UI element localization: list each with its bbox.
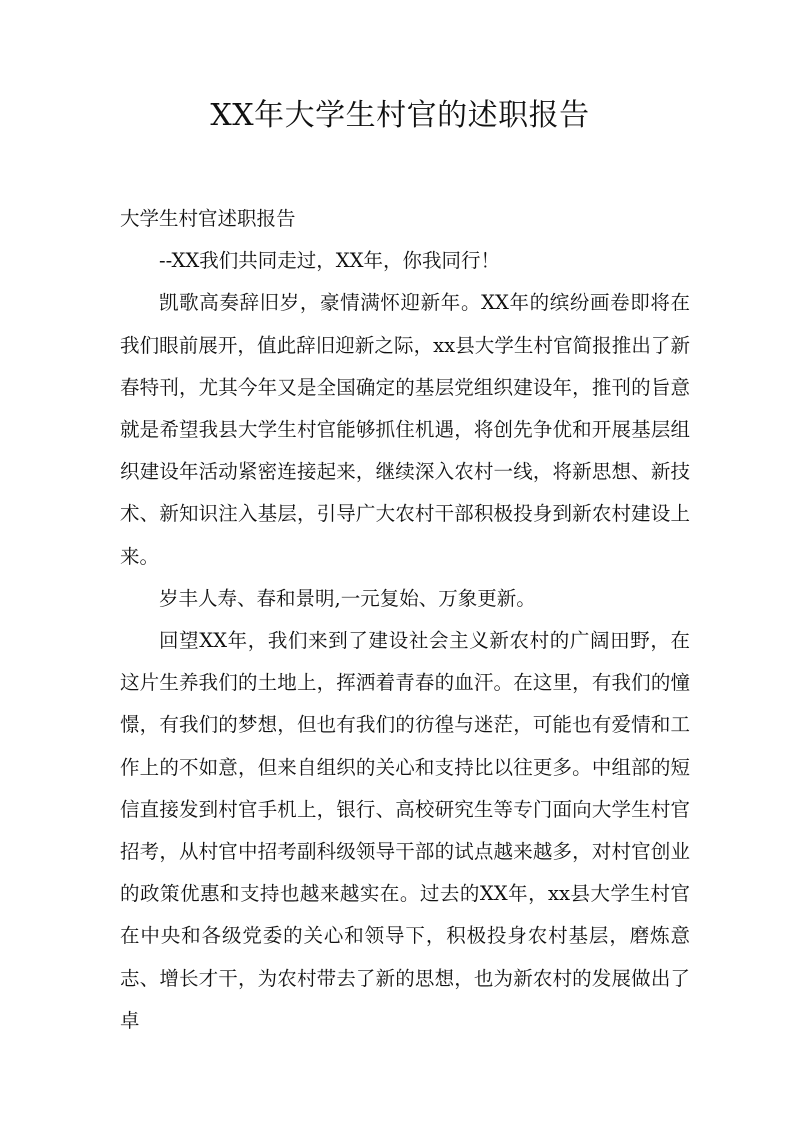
document-body: [120, 198, 690, 1042]
subtitle-paragraph: 大学生村官述职报告: [120, 207, 296, 230]
slogan-paragraph: --XX我们共同走过，XX年，你我同行！: [159, 249, 501, 273]
body-paragraph: 回望XX年，我们来到了建设社会主义新农村的广阔田野，在这片生养我们的土地上，挥洒着青春的血汗。在这里，有我们的憧憬，有我们的梦想，但也有我们的彷徨与迷茫，可能也有爱情和工作上的不如意，但来自组织的关心和支持比以往更多。中组部的短信直接发到村官手机上，银行、高校研究生等专门面向大学生村官招考，从村官中招考副科级领导干部的试点越来越多，对村官创业的政策优惠和支持也越来越实在。过去的XX年，xx县大学生村官在中央和各级党委的关心和领导下，积极投身农村基层，磨炼意志、增长才干，为农村带去了新的思想，也为新农村的发展做出了卓: [120, 629, 690, 1032]
body-paragraph: 岁丰人寿、春和景明,一元复始、万象更新。: [159, 586, 536, 610]
document-title: XX年大学生村官的述职报告: [210, 98, 590, 133]
body-paragraph: 凯歌高奏辞旧岁，豪情满怀迎新年。XX年的缤纷画卷即将在我们眼前展开，值此辞旧迎新之际，xx县大学生村官简报推出了新春特刊，尤其今年又是全国确定的基层党组织建设年，推刊的旨意就是希望我县大学生村官能够抓住机遇，将创先争优和开展基层组织建设年活动紧密连接起来，继续深入农村一线，将新思想、新技术、新知识注入基层，引导广大农村干部积极投身到新农村建设上来。: [120, 291, 690, 568]
